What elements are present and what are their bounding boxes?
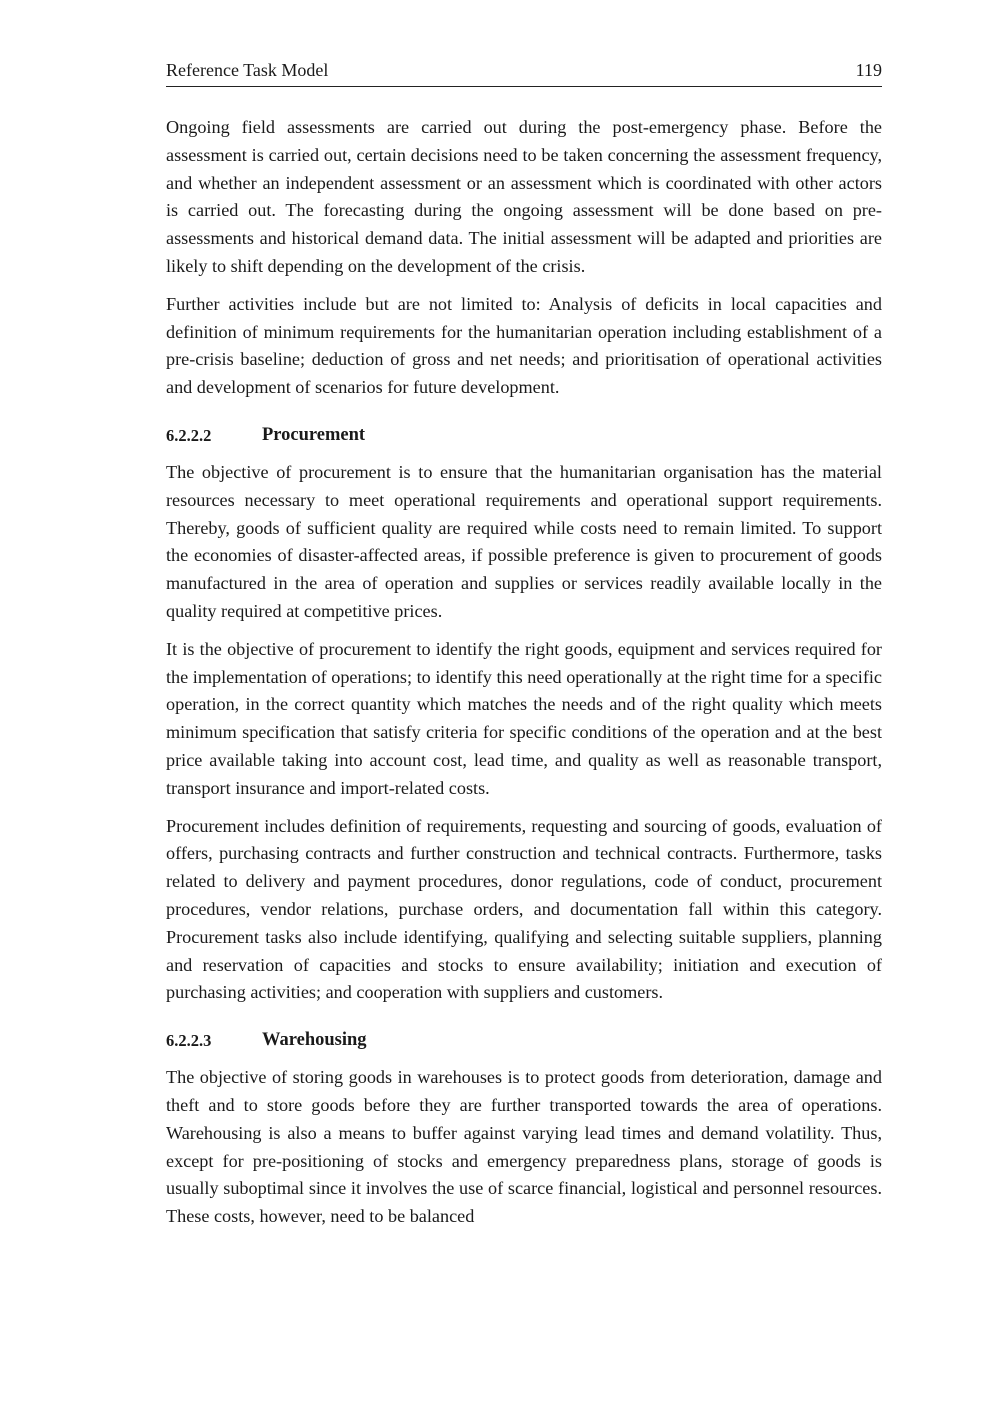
- paragraph: It is the objective of procurement to identify the right goods, equipment and services required for the implementation of operations; to identify this need operationally at the right time for a specific operation, in the correct quantity which matches the needs and of the right quality which meets minimum specification that satisfy criteria for specific conditions of the operation and at the best price available taking into account cost, lead time, and quality as well as reasonable transport, transport insurance and import-related costs.: [166, 638, 882, 798]
- section-heading-warehousing: [166, 1027, 882, 1054]
- page-body: [166, 114, 882, 1231]
- section-heading-procurement: [166, 422, 882, 449]
- paragraph: Further activities include but are not limited to: Analysis of deficits in local capacities and definition of minimum requirements for the humanitarian operation including establishment of a pre-crisis baseline; deduction of gross and net needs; and prioritisation of operational activities and development of scenarios for future development.: [166, 293, 882, 398]
- paragraph: Procurement includes definition of requirements, requesting and sourcing of goods, evaluation of offers, purchasing contracts and further construction and technical contracts. Furthermore, tasks related to delivery and payment procedures, donor regulations, code of conduct, procurement procedures, vendor relations, purchase orders, and documentation fall within this category. Procurement tasks also include identifying, qualifying and selecting suitable suppliers, planning and reservation of capacities and stocks to ensure availability; initiation and execution of purchasing activities; and cooperation with suppliers and customers.: [166, 815, 882, 1003]
- header-title: Reference Task Model: [166, 60, 329, 80]
- document-page: [166, 58, 882, 1241]
- paragraph: The objective of storing goods in warehouses is to protect goods from deterioration, damage and theft and to store goods before they are further transported towards the area of operations. Warehousing is also a means to buffer against varying lead times and demand volatility. Thus, except for pre-positioning of stocks and emergency preparedness plans, storage of goods is usually suboptimal since it involves the use of scarce financial, logistical and personnel resources. These costs, however, need to be balanced: [166, 1067, 882, 1227]
- paragraph: Ongoing field assessments are carried out during the post-emergency phase. Before the assessment is carried out, certain decisions need to be taken concerning the assessment frequency, and whether an independent assessment or an assessment which is coordinated with other actors is carried out. The forecasting during the ongoing assessment will be done based on pre-assessments and historical demand data. The initial assessment will be adapted and priorities are likely to shift depending on the development of the crisis.: [166, 117, 882, 276]
- section-number: 6.2.2.2: [166, 425, 212, 445]
- page-number: 119: [855, 60, 882, 80]
- section-number: 6.2.2.3: [166, 1031, 212, 1051]
- section-title: Procurement: [262, 424, 366, 445]
- running-header: [166, 58, 882, 87]
- paragraph: The objective of procurement is to ensure that the humanitarian organisation has the material resources necessary to meet operational requirements and operational support requirements. Thereby, goods of sufficient quality are required while costs need to remain limited. To support the economies of disaster-affected areas, if possible preference is given to procurement of goods manufactured in the area of operation and supplies or services readily available locally in the quality required at competitive prices.: [166, 461, 882, 621]
- section-title: Warehousing: [262, 1030, 367, 1051]
